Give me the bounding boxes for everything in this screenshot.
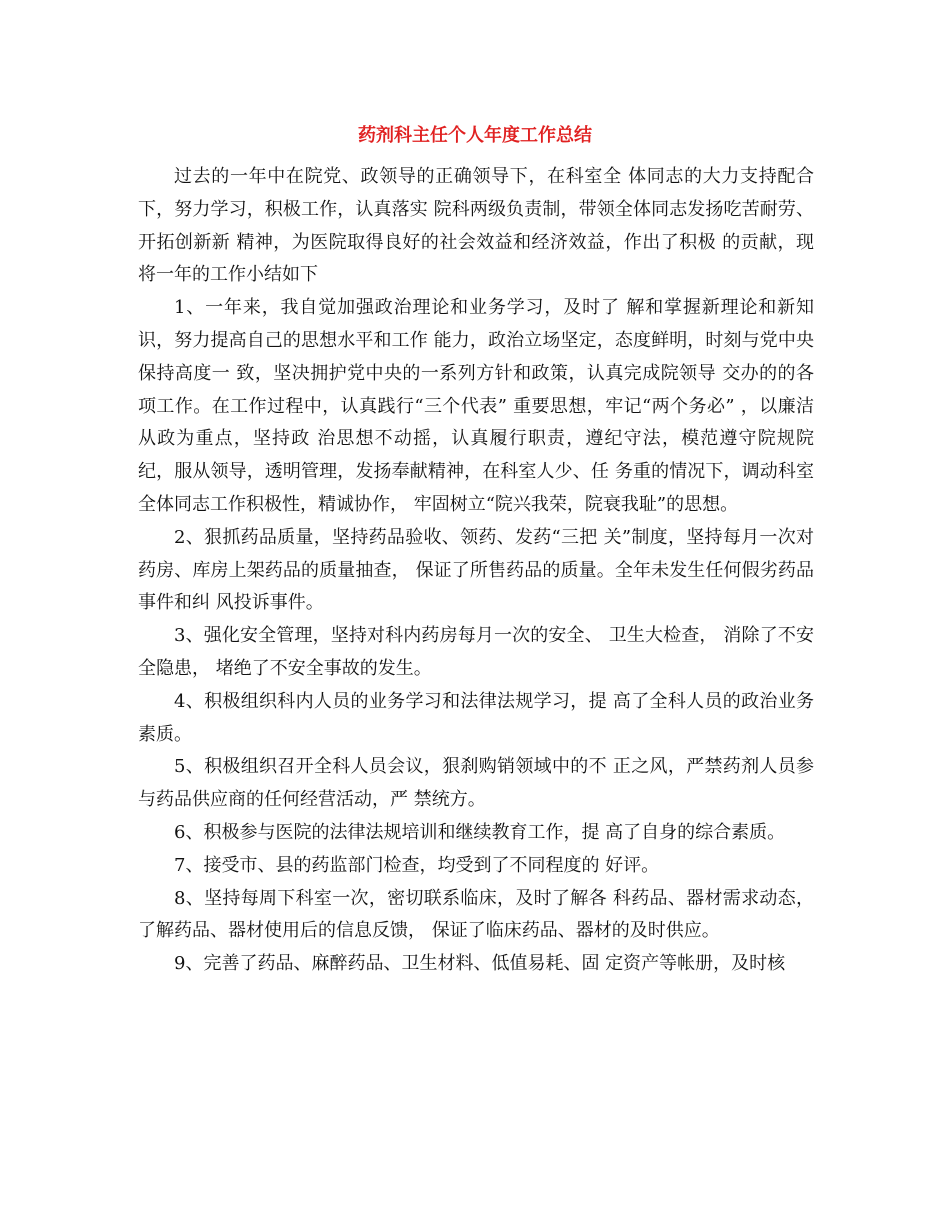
paragraph-item-3: 3、强化安全管理，坚持对科内药房每月一次的安全、 卫生大检查， 消除了不安全隐患， 堵绝了不安全事故的发生。 bbox=[138, 625, 814, 679]
paragraph-intro: 过去的一年中在院党、政领导的正确领导下，在科室全 体同志的大力支持配合下，努力学习，积极工作，认真落实 院科两级负责制，带领全体同志发扬吃苦耐劳、开拓创新新 精神，为医院取得良好的社会效益和经济效益，作出了积极 的贡献，现将一年的工作小结如下 bbox=[138, 166, 814, 286]
paragraph-item-8: 8、坚持每周下科室一次，密切联系临床，及时了解各 科药品、器材需求动态，了解药品、器材使用后的信息反馈， 保证了临床药品、器材的及时供应。 bbox=[138, 887, 814, 942]
paragraph-item-7: 7、接受市、县的药监部门检查，均受到了不同程度的 好评。 bbox=[174, 854, 660, 876]
paragraph-item-4: 4、积极组织科内人员的业务学习和法律法规学习，提 高了全科人员的政治业务素质。 bbox=[138, 690, 814, 745]
paragraph-item-6: 6、积极参与医院的法律法规培训和继续教育工作，提 高了自身的综合素质。 bbox=[174, 821, 786, 843]
paragraph-item-2: 2、狠抓药品质量，坚持药品验收、领药、发药“三把 关”制度，坚持每月一次对药房、库房上架药品的质量抽查， 保证了所售药品的质量。全年未发生任何假劣药品事件和纠 风投诉事件。 bbox=[138, 526, 814, 614]
paragraph-item-9: 9、完善了药品、麻醉药品、卫生材料、低值易耗、固 定资产等帐册，及时核 bbox=[174, 953, 786, 975]
paragraph-item-1: 1、一年来，我自觉加强政治理论和业务学习，及时了 解和掌握新理论和新知识，努力提高自己的思想水平和工作 能力，政治立场坚定，态度鲜明，时刻与党中央保持高度一 致，坚决拥护党中央的一系列方针和政策，认真完成院领导 交办的的各项工作。在工作过程中，认真践行“三个代表” 重要思想，牢记“两个务必” ，以廉洁从政为重点，坚持政 治思想不动摇，认真履行职责，遵纪守法，模范遵守院规院 纪，服从领导，透明管理，发扬奉献精神，在科室人少、任 务重的情况下，调动科室全体同志工作积极性，精诚协作， 牢固树立“院兴我荣，院衰我耻”的思想。 bbox=[138, 297, 814, 515]
document-title: 药剂科主任个人年度工作总结 bbox=[358, 125, 592, 146]
paragraph-item-5: 5、积极组织召开全科人员会议，狠刹购销领域中的不 正之风，严禁药剂人员参与药品供应商的任何经营活动，严 禁统方。 bbox=[138, 756, 814, 811]
document-body bbox=[138, 161, 814, 981]
